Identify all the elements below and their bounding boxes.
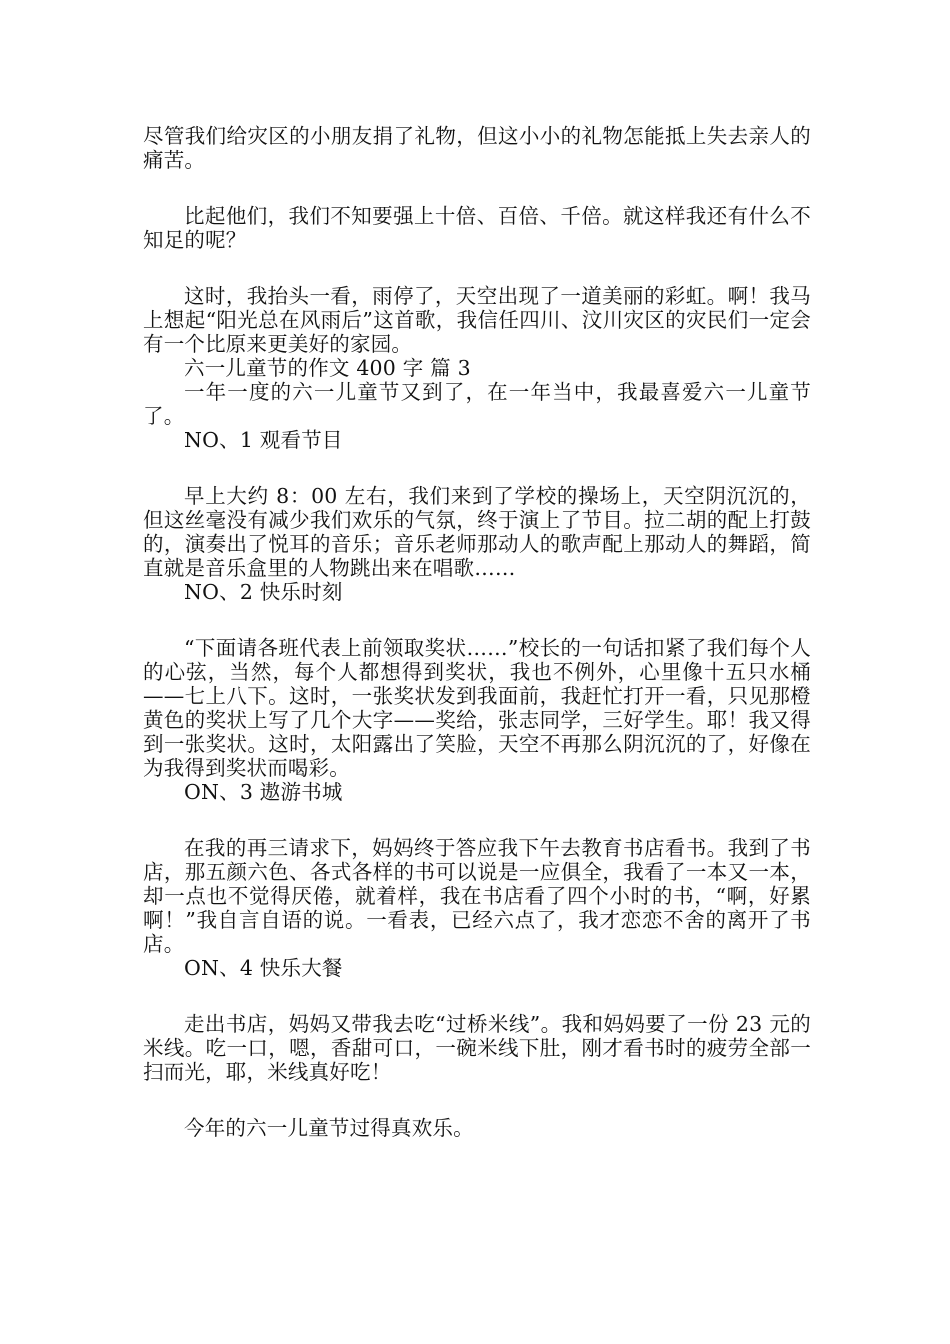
intro-paragraph: 一年一度的六一儿童节又到了，在一年当中，我最喜爱六一儿童节了。 bbox=[143, 380, 811, 428]
section-heading: ON、4 快乐大餐 bbox=[184, 956, 343, 980]
section-body: 早上大约 8：00 左右，我们来到了学校的操场上，天空阴沉沉的，但这丝毫没有减少我们欢乐的气氛，终于演上了节目。拉二胡的配上打鼓的，演奏出了悦耳的音乐；音乐老师那动人的歌声配上那动人的舞蹈，简直就是音乐盒里的人物跳出来在唱歌…… bbox=[143, 484, 811, 580]
section-body: “下面请各班代表上前领取奖状……”校长的一句话扣紧了我们每个人的心弦，当然，每个人都想得到奖状，我也不例外，心里像十五只水桶——七上八下。这时，一张奖状发到我面前，我赶忙打开一看，只见那橙黄色的奖状上写了几个大字——奖给，张志同学，三好学生。耶！我又得到一张奖状。这时，太阳露出了笑脸，天空不再那么阴沉沉的了，好像在为我得到奖状而喝彩。 bbox=[143, 636, 811, 780]
section-heading: ON、3 遨游书城 bbox=[184, 780, 343, 804]
section-body: 走出书店，妈妈又带我去吃“过桥米线”。我和妈妈要了一份 23 元的米线。吃一口，嗯，香甜可口，一碗米线下肚，刚才看书时的疲劳全部一扫而光，耶，米线真好吃！ bbox=[143, 1012, 811, 1084]
paragraph: 比起他们，我们不知要强上十倍、百倍、千倍。就这样我还有什么不知足的呢？ bbox=[143, 204, 811, 252]
section-title: 六一儿童节的作文 400 字 篇 3 bbox=[184, 356, 471, 380]
section-heading: NO、2 快乐时刻 bbox=[184, 580, 343, 604]
paragraph: 尽管我们给灾区的小朋友捐了礼物，但这小小的礼物怎能抵上失去亲人的痛苦。 bbox=[143, 124, 811, 172]
document-page bbox=[143, 124, 811, 1140]
section-heading: NO、1 观看节目 bbox=[184, 428, 343, 452]
section-body: 在我的再三请求下，妈妈终于答应我下午去教育书店看书。我到了书店，那五颜六色、各式各样的书可以说是一应俱全，我看了一本又一本，却一点也不觉得厌倦，就着样，我在书店看了四个小时的书，“啊，好累啊！”我自言自语的说。一看表，已经六点了，我才恋恋不舍的离开了书店。 bbox=[143, 836, 811, 956]
closing-paragraph: 今年的六一儿童节过得真欢乐。 bbox=[184, 1116, 474, 1140]
paragraph: 这时，我抬头一看，雨停了，天空出现了一道美丽的彩虹。啊！我马上想起“阳光总在风雨后”这首歌，我信任四川、汶川灾区的灾民们一定会有一个比原来更美好的家园。 bbox=[143, 284, 811, 356]
